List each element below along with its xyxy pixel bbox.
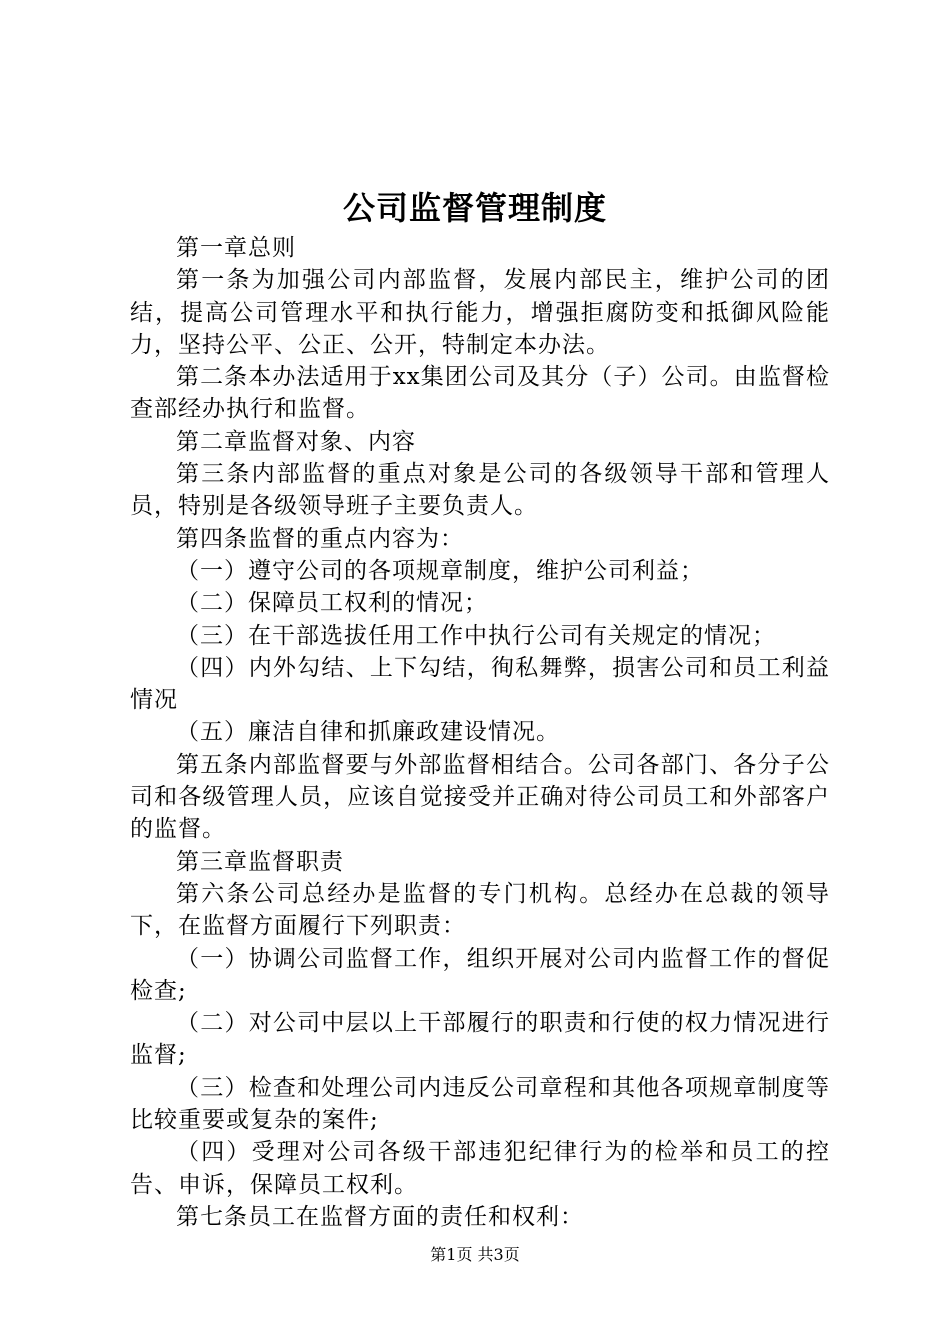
paragraph: 第六条公司总经办是监督的专门机构。总经办在总裁的领导下，在监督方面履行下列职责：	[130, 880, 830, 940]
paragraph: （三）在干部选拔任用工作中执行公司有关规定的情况；	[176, 622, 776, 649]
page-footer: 第1页 共3页	[430, 1245, 520, 1264]
document-title: 公司监督管理制度	[342, 189, 607, 227]
paragraph: 第二条本办法适用于xx集团公司及其分（子）公司。由监督检查部经办执行和监督。	[130, 364, 830, 423]
paragraph: （一）协调公司监督工作，组织开展对公司内监督工作的督促检查;	[130, 945, 830, 1004]
paragraph: （二）保障员工权利的情况；	[176, 590, 488, 617]
document-body	[130, 232, 830, 1233]
paragraph: 第三章监督职责	[176, 848, 344, 875]
paragraph: 第三条内部监督的重点对象是公司的各级领导干部和管理人员，特别是各级领导班子主要负责人。	[130, 461, 830, 520]
paragraph: （三）检查和处理公司内违反公司章程和其他各项规章制度等比较重要或复杂的案件;	[130, 1074, 830, 1134]
paragraph: （四）受理对公司各级干部违犯纪律行为的检举和员工的控告、申诉，保障员工权利。	[130, 1139, 830, 1198]
paragraph: （二）对公司中层以上干部履行的职责和行使的权力情况进行监督;	[130, 1010, 830, 1069]
paragraph: 第七条员工在监督方面的责任和权利：	[176, 1203, 584, 1230]
paragraph: 第五条内部监督要与外部监督相结合。公司各部门、各分子公司和各级管理人员，应该自觉接受并正确对待公司员工和外部客户的监督。	[130, 751, 830, 843]
paragraph: （五）廉洁自律和抓廉政建设情况。	[176, 719, 560, 746]
paragraph: 第一条为加强公司内部监督，发展内部民主，维护公司的团结，提高公司管理水平和执行能力，增强拒腐防变和抵御风险能力，坚持公平、公正、公开，特制定本办法。	[130, 267, 830, 358]
paragraph: （四）内外勾结、上下勾结，徇私舞弊，损害公司和员工利益情况	[130, 654, 830, 714]
paragraph: 第二章监督对象、内容	[176, 428, 416, 455]
paragraph: 第一章总则	[176, 235, 296, 261]
paragraph: （一）遵守公司的各项规章制度，维护公司利益；	[176, 557, 704, 584]
paragraph: 第四条监督的重点内容为：	[176, 525, 464, 552]
